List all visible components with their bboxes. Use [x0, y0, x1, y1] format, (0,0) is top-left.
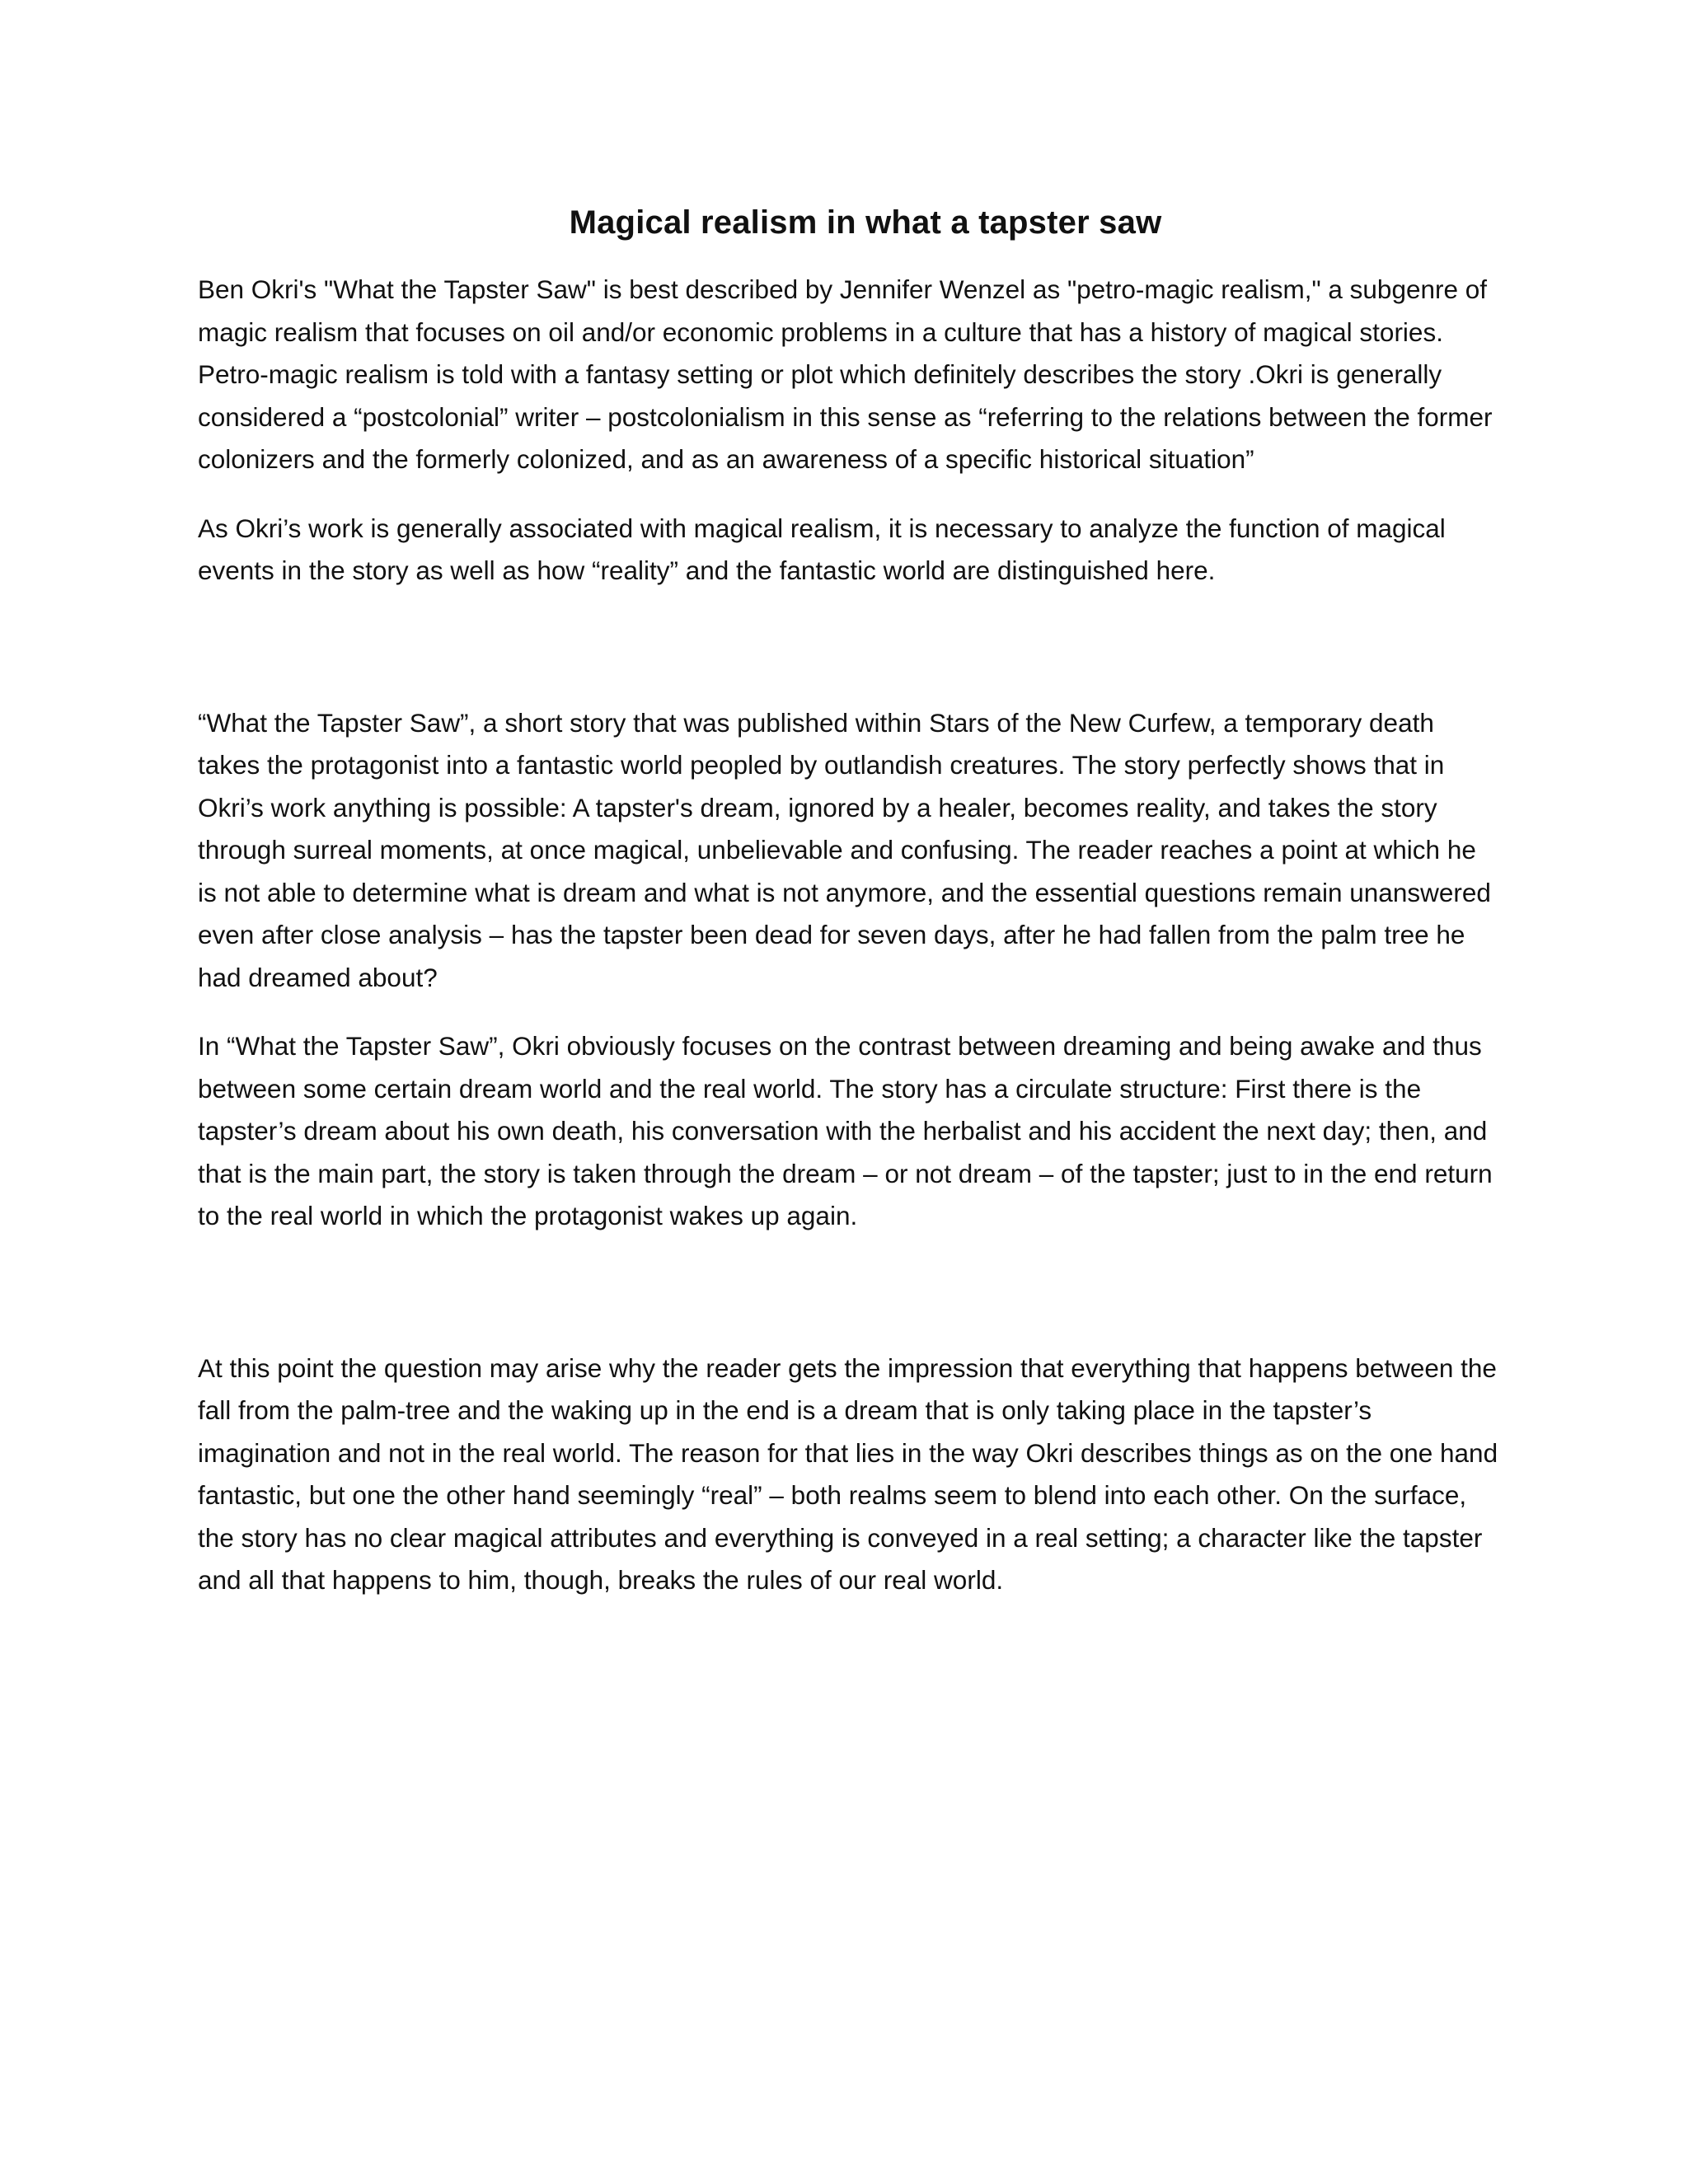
paragraph-4: In “What the Tapster Saw”, Okri obviously focuses on the contrast between dreaming and being awake and thus between some certain dream world and the real world. The story has a circulate structure: First there is the tapster’s dream about his own death, his conversation with the herbalist and his accident the next day; then, and that is the main part, the story is taken through the dream – or not dream – of the tapster; just to in the end return to the real world in which the protagonist wakes up again.	[198, 1031, 1493, 1230]
paragraph-2: As Okri’s work is generally associated with magical realism, it is necessary to analyze the function of magical events in the story as well as how “reality” and the fantastic world are distinguished here.	[198, 513, 1446, 585]
paragraph-1: Ben Okri's "What the Tapster Saw" is best described by Jennifer Wenzel as "petro-magic realism," a subgenre of magic realism that focuses on oil and/or economic problems in a culture that has a history of magical stories. Petro-magic realism is told with a fantasy setting or plot which definitely describes the story .Okri is generally considered a “postcolonial” writer – postcolonialism in this sense as “referring to the relations between the former colonizers and the formerly colonized, and as an awareness of a specific historical situation”	[198, 274, 1493, 474]
document-title: Magical realism in what a tapster saw	[569, 204, 1162, 241]
paragraph-3: “What the Tapster Saw”, a short story that was published within Stars of the New Curfew, a temporary death takes the protagonist into a fantastic world peopled by outlandish creatures. The story perfectly shows that in Okri’s work anything is possible: A tapster's dream, ignored by a healer, becomes reality, and takes the story through surreal moments, at once magical, unbelievable and confusing. The reader reaches a point at which he is not able to determine what is dream and what is not anymore, and the essential questions remain unanswered even after close analysis – has the tapster been dead for seven days, after he had fallen from the palm tree he had dreamed about?	[198, 707, 1491, 992]
paragraph-5: At this point the question may arise why the reader gets the impression that everything that happens between the fall from the palm-tree and the waking up in the end is a dream that is only taking place in the tapster’s imagination and not in the real world. The reason for that lies in the way Okri describes things as on the one hand fantastic, but one the other hand seemingly “real” – both realms seem to blend into each other. On the surface, the story has no clear magical attributes and everything is conveyed in a real setting; a character like the tapster and all that happens to him, though, breaks the rules of our real world.	[198, 1352, 1498, 1595]
document-body	[198, 198, 1500, 1602]
